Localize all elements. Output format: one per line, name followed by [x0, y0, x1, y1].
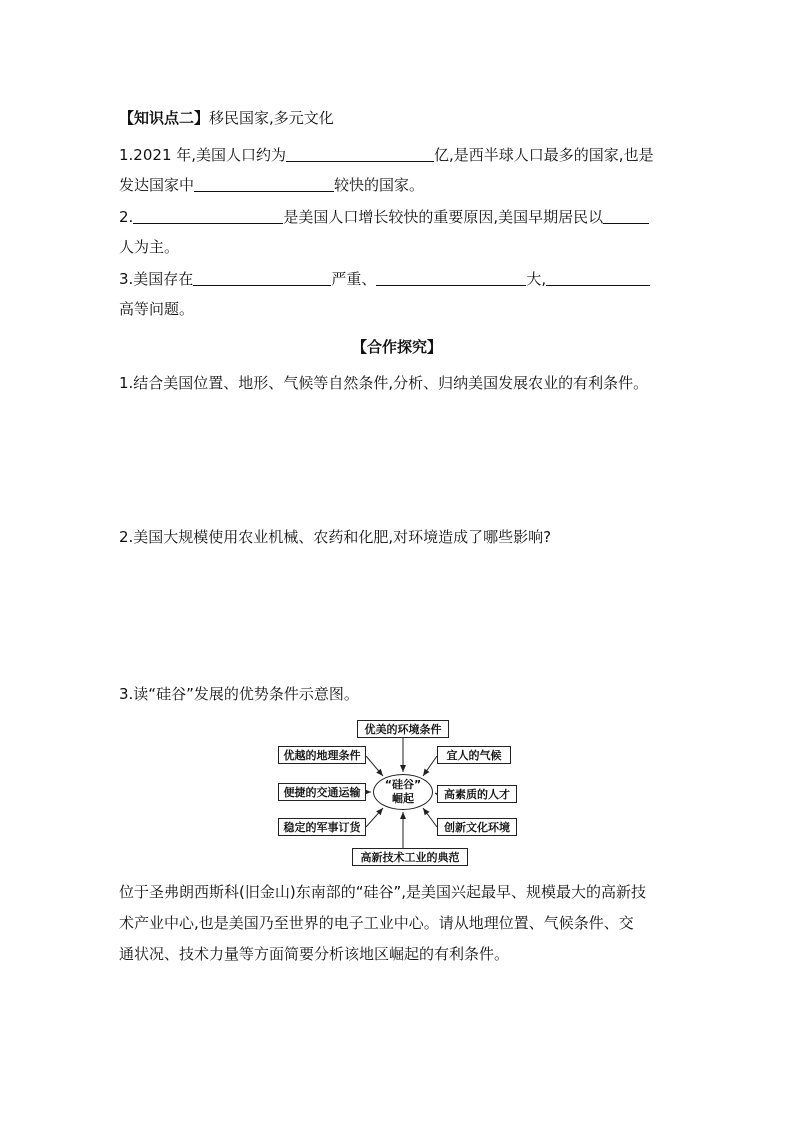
- coop-question-3: 3.读“硅谷”发展的优势条件示意图。: [119, 685, 359, 703]
- blank-reason[interactable]: [133, 207, 283, 224]
- question-text: 1.2021 年,美国人口约为: [119, 146, 287, 164]
- paragraph-line-3: 通状况、技术力量等方面简要分析该地区崛起的有利条件。: [119, 945, 510, 963]
- arrow-left-3: [366, 808, 383, 827]
- question-text: 严重、: [331, 270, 377, 288]
- paragraph-line-1: 位于圣弗朗西斯科(旧金山)东南部的“硅谷”,是美国兴起最早、规模最大的高新技: [119, 883, 647, 901]
- question-text: 2.: [119, 208, 134, 226]
- arrow-left-1: [366, 756, 383, 776]
- question-text: 较快的国家。: [334, 176, 425, 194]
- question-text: 高等问题。: [119, 300, 195, 318]
- question-text: 人为主。: [119, 238, 180, 256]
- section-heading: [119, 108, 334, 128]
- diagram-center-line-1: “硅谷”: [384, 778, 422, 791]
- coop-question-1: 1.结合美国位置、地形、气候等自然条件,分析、归纳美国发展农业的有利条件。: [119, 374, 649, 392]
- fill-question-3-line-1: [119, 269, 650, 289]
- fill-question-2-line-1: [119, 207, 649, 227]
- coop-question-2: 2.美国大规模使用农业机械、农药和化肥,对环境造成了哪些影响?: [119, 528, 552, 546]
- diagram-box-right-1: 宜人的气候: [437, 746, 511, 764]
- question-text: 大,: [526, 270, 547, 288]
- fill-question-3-line-2: [119, 299, 194, 319]
- diagram-box-left-2: 便捷的交通运输: [278, 783, 366, 801]
- question-text: 是美国人口增长较快的重要原因,美国早期居民以: [283, 208, 604, 226]
- diagram-center-ellipse: [373, 774, 433, 810]
- section-heading-text: 移民国家,多元文化: [209, 109, 334, 127]
- fill-question-2-line-2: [119, 237, 179, 257]
- diagram-center-line-2: 崛起: [392, 792, 414, 805]
- diagram-box-right-3: 创新文化环境: [437, 818, 517, 836]
- blank-problem-2[interactable]: [376, 269, 526, 286]
- arrow-right-3: [423, 808, 437, 827]
- diagram-box-left-3: 稳定的军事订货: [278, 818, 366, 836]
- question-text: 3.美国存在: [119, 270, 194, 288]
- coop-title: 【合作探究】: [351, 338, 442, 356]
- blank-population[interactable]: [286, 145, 434, 162]
- diagram-box-left-1: 优越的地理条件: [278, 746, 366, 764]
- fill-question-1-line-1: [119, 145, 654, 165]
- question-text: 亿,是西半球人口最多的国家,也是: [434, 146, 654, 164]
- paragraph-line-2: 术产业中心,也是美国乃至世界的电子工业中心。请从地理位置、气候条件、交: [119, 914, 634, 932]
- blank-early-residents[interactable]: [603, 207, 649, 224]
- diagram-box-right-2: 高素质的人才: [437, 785, 517, 803]
- fill-question-1-line-2: [119, 175, 424, 195]
- blank-growth[interactable]: [194, 175, 334, 192]
- question-text: 发达国家中: [119, 176, 195, 194]
- section-heading-bracket: 【知识点二】: [119, 109, 210, 127]
- diagram-box-top: 优美的环境条件: [357, 720, 449, 738]
- blank-problem-1[interactable]: [193, 269, 331, 286]
- diagram-box-bottom: 高新技术工业的典范: [352, 848, 468, 866]
- arrow-right-1: [423, 756, 437, 776]
- blank-problem-3[interactable]: [546, 269, 650, 286]
